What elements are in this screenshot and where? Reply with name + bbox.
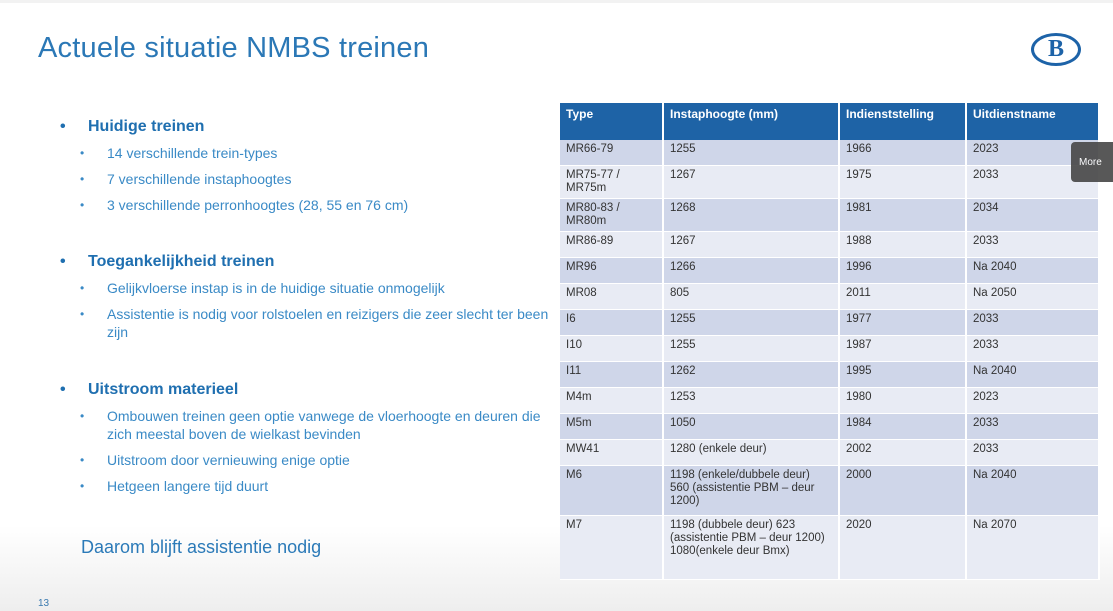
- table-cell: 2002: [839, 440, 966, 466]
- list-item: • 14 verschillende trein-types: [80, 145, 278, 161]
- table-cell: 1988: [839, 232, 966, 258]
- table-row: [560, 516, 1099, 580]
- list-item: • Uitstroom door vernieuwing enige optie: [80, 452, 350, 468]
- table-cell: I11: [560, 362, 663, 388]
- conclusion-text: Daarom blijft assistentie nodig: [81, 537, 322, 557]
- table-cell: Na 2040: [966, 466, 1099, 516]
- bullet-icon: •: [60, 253, 66, 270]
- table-cell: 1253: [663, 388, 839, 414]
- table-row: [560, 140, 1099, 166]
- section-huidige-treinen: [60, 118, 550, 214]
- section-toegankelijkheid: [60, 253, 550, 341]
- table-cell: 1255: [663, 336, 839, 362]
- list-item: • Hetgeen langere tijd duurt: [80, 478, 269, 494]
- table-row: [560, 362, 1099, 388]
- bullet-icon: •: [80, 453, 85, 467]
- table-cell: 1966: [839, 140, 966, 166]
- table-cell: 1995: [839, 362, 966, 388]
- table-cell: MR86-89: [560, 232, 663, 258]
- table-cell: 1981: [839, 199, 966, 232]
- table-cell: 1280 (enkele deur): [663, 440, 839, 466]
- list-item: • Ombouwen treinen geen optie vanwege de vloerhoogte en deuren die zich meestal boven de wielkast bevinden: [80, 408, 541, 442]
- column-header-indienststelling: Indienststelling: [839, 103, 966, 140]
- table-row: [560, 336, 1099, 362]
- table-cell: 1977: [839, 310, 966, 336]
- bullet-icon: •: [80, 479, 85, 493]
- table-cell: 2023: [966, 140, 1099, 166]
- section-heading: Huidige treinen: [88, 118, 205, 135]
- section-heading: Toegankelijkheid treinen: [88, 253, 275, 270]
- bullet-icon: •: [80, 409, 85, 423]
- table-row: [560, 199, 1099, 232]
- column-header-instaphoogte: Instaphoogte (mm): [663, 103, 839, 140]
- column-header-type: Type: [560, 103, 663, 140]
- table-cell: MR66-79: [560, 140, 663, 166]
- table-cell: 1255: [663, 140, 839, 166]
- table-cell: Na 2040: [966, 362, 1099, 388]
- table-cell: 1987: [839, 336, 966, 362]
- table-cell: MR08: [560, 284, 663, 310]
- table-row: [560, 166, 1099, 199]
- table-cell: I6: [560, 310, 663, 336]
- table-body: [560, 140, 1099, 580]
- table-cell: 1050: [663, 414, 839, 440]
- table-cell: M6: [560, 466, 663, 516]
- table-row: [560, 414, 1099, 440]
- table-cell: M4m: [560, 388, 663, 414]
- table-row: [560, 284, 1099, 310]
- table-cell: Na 2050: [966, 284, 1099, 310]
- table-cell: 1268: [663, 199, 839, 232]
- bullet-icon: •: [60, 381, 66, 398]
- table-row: [560, 310, 1099, 336]
- table-cell: MR75-77 / MR75m: [560, 166, 663, 199]
- more-tooltip[interactable]: More: [1071, 142, 1113, 182]
- page-number: 13: [38, 598, 50, 609]
- table-cell: 2033: [966, 440, 1099, 466]
- nmbs-logo: B: [1031, 33, 1081, 66]
- table-cell: I10: [560, 336, 663, 362]
- table-cell: 2033: [966, 232, 1099, 258]
- table-cell: 2000: [839, 466, 966, 516]
- table-cell: 1266: [663, 258, 839, 284]
- list-item: • Gelijkvloerse instap is in de huidige situatie onmogelijk: [80, 280, 445, 296]
- table-cell: 2033: [966, 166, 1099, 199]
- table-cell: Na 2040: [966, 258, 1099, 284]
- slide-title: Actuele situatie NMBS treinen: [38, 32, 430, 64]
- bullet-icon: •: [80, 198, 85, 212]
- list-item: • Assistentie is nodig voor rolstoelen en reizigers die zeer slecht ter been zijn: [80, 306, 549, 340]
- table-cell: MW41: [560, 440, 663, 466]
- list-item: • 7 verschillende instaphoogtes: [80, 171, 292, 187]
- table-cell: 2033: [966, 310, 1099, 336]
- table-cell: 1267: [663, 232, 839, 258]
- bullet-icon: •: [80, 146, 85, 160]
- bullet-icon: •: [80, 307, 85, 321]
- section-uitstroom-materieel: [60, 381, 550, 495]
- table-cell: 1975: [839, 166, 966, 199]
- table-cell: 1198 (dubbele deur) 623 (assistentie PBM – deur 1200) 1080(enkele deur Bmx): [663, 516, 839, 580]
- top-divider: [0, 0, 1113, 3]
- table-cell: M5m: [560, 414, 663, 440]
- table-cell: 2023: [966, 388, 1099, 414]
- table-cell: M7: [560, 516, 663, 580]
- table-row: [560, 440, 1099, 466]
- table-cell: 2033: [966, 414, 1099, 440]
- table-cell: 2034: [966, 199, 1099, 232]
- table-cell: 2011: [839, 284, 966, 310]
- list-item: • 3 verschillende perronhoogtes (28, 55 en 76 cm): [80, 197, 409, 213]
- table-cell: 1262: [663, 362, 839, 388]
- table-cell: MR96: [560, 258, 663, 284]
- table-cell: 1984: [839, 414, 966, 440]
- section-heading: Uitstroom materieel: [88, 381, 239, 398]
- table-cell: Na 2070: [966, 516, 1099, 580]
- table-cell: 1267: [663, 166, 839, 199]
- bullet-icon: •: [60, 118, 66, 135]
- column-header-uitdienstname: Uitdienstname: [966, 103, 1099, 140]
- bullet-icon: •: [80, 281, 85, 295]
- train-types-table: [560, 103, 1100, 580]
- table-row: [560, 466, 1099, 516]
- table-cell: 1980: [839, 388, 966, 414]
- table-cell: 1255: [663, 310, 839, 336]
- table-cell: 1996: [839, 258, 966, 284]
- table-cell: 2020: [839, 516, 966, 580]
- table-row: [560, 232, 1099, 258]
- table-cell: MR80-83 / MR80m: [560, 199, 663, 232]
- table-header-row: [560, 103, 1099, 140]
- table-cell: 805: [663, 284, 839, 310]
- bullet-icon: •: [80, 172, 85, 186]
- table-cell: 2033: [966, 336, 1099, 362]
- table-row: [560, 388, 1099, 414]
- table-cell: 1198 (enkele/dubbele deur) 560 (assistentie PBM – deur 1200): [663, 466, 839, 516]
- table-row: [560, 258, 1099, 284]
